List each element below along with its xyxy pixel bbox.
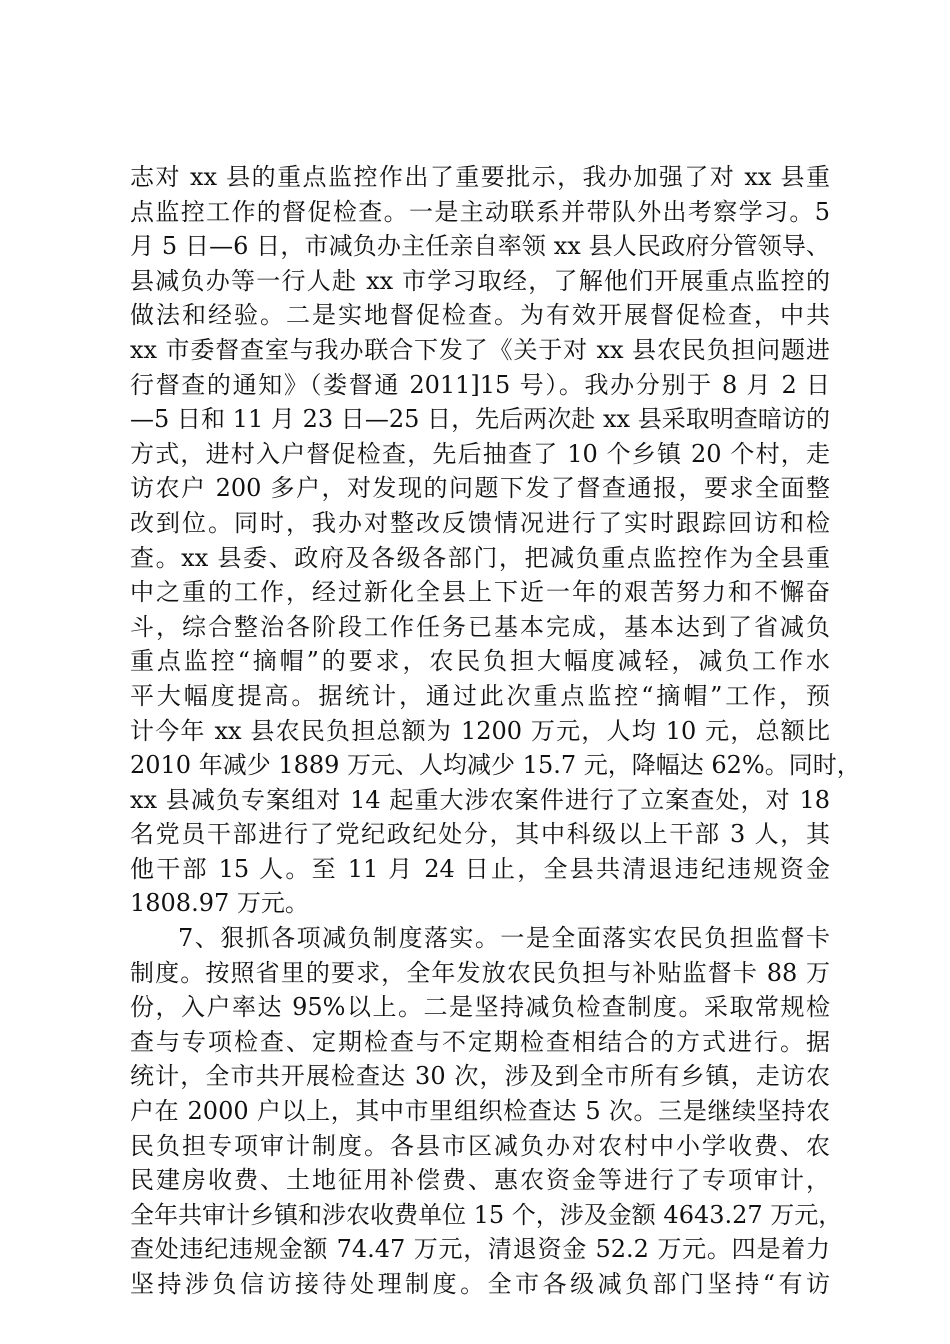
text-line: 查与专项检查、定期检查与不定期检查相结合的方式进行。据 (130, 1027, 830, 1056)
text-line: 月 5 日—6 日，市减负办主任亲自率领 xx 县人民政府分管领导、 (130, 232, 830, 261)
text-line: xx 市委督查室与我办联合下发了《关于对 xx 县农民负担问题进 (130, 335, 830, 364)
text-line: 县减负办等一行人赴 xx 市学习取经，了解他们开展重点监控的 (130, 266, 830, 295)
text-line: 名党员干部进行了党纪政纪处分，其中科级以上干部 3 人，其 (130, 820, 830, 849)
text-line: 查。xx 县委、政府及各级各部门，把减负重点监控作为全县重 (130, 543, 830, 572)
text-line: 统计，全市共开展检查达 30 次，涉及到全市所有乡镇，走访农 (130, 1062, 830, 1091)
text-line: 份，入户率达 95%以上。二是坚持减负检查制度。采取常规检 (130, 993, 830, 1022)
text-line: 方式，进村入户督促检查，先后抽查了 10 个乡镇 20 个村，走 (130, 439, 830, 468)
text-line: 查处违纪违规金额 74.47 万元，清退资金 52.2 万元。四是着力 (130, 1235, 830, 1264)
text-line: 制度。按照省里的要求，全年发放农民负担与补贴监督卡 88 万 (130, 958, 830, 987)
text-line: 1808.97 万元。 (130, 889, 309, 918)
text-line: 行督查的通知》（娄督通 2011]15 号）。我办分别于 8 月 2 日 (130, 370, 830, 399)
text-line: 计今年 xx 县农民负担总额为 1200 万元，人均 10 元，总额比 (130, 716, 830, 745)
text-line: 坚持涉负信访接待处理制度。全市各级减负部门坚持“有访 (130, 1270, 830, 1298)
text-line: 改到位。同时，我办对整改反馈情况进行了实时跟踪回访和检 (130, 508, 830, 537)
text-line: 2010 年减少 1889 万元、人均减少 15.7 元，降幅达 62%。同时， (130, 751, 861, 780)
text-line: 点监控工作的督促检查。一是主动联系并带队外出考察学习。5 (130, 197, 830, 226)
text-line: 民负担专项审计制度。各县市区减负办对农村中小学收费、农 (130, 1131, 830, 1160)
text-line: 民建房收费、土地征用补偿费、惠农资金等进行了专项审计， (130, 1166, 830, 1195)
text-line: 做法和经验。二是实地督促检查。为有效开展督促检查，中共 (130, 301, 830, 330)
document-page (130, 160, 861, 1302)
text-line: 户在 2000 户以上，其中市里组织检查达 5 次。三是继续坚持农 (130, 1097, 830, 1126)
text-line: 全年共审计乡镇和涉农收费单位 15 个，涉及金额 4643.27 万元， (130, 1200, 843, 1229)
text-line: —5 日和 11 月 23 日—25 日，先后两次赴 xx 县采取明查暗访的 (130, 405, 830, 434)
text-line: 志对 xx 县的重点监控作出了重要批示，我办加强了对 xx 县重 (130, 163, 830, 191)
text-line: 平大幅度提高。据统计，通过此次重点监控“摘帽”工作，预 (130, 681, 830, 710)
text-line: 斗，综合整治各阶段工作任务已基本完成，基本达到了省减负 (130, 612, 830, 641)
text-line: 重点监控“摘帽”的要求，农民负担大幅度减轻，减负工作水 (130, 647, 830, 676)
text-line: 访农户 200 多户，对发现的问题下发了督查通报，要求全面整 (130, 474, 830, 503)
paragraph-first-line: 7、狠抓各项减负制度落实。一是全面落实农民负担监督卡 (178, 924, 830, 953)
text-line: xx 县减负专案组对 14 起重大涉农案件进行了立案查处，对 18 (130, 785, 830, 814)
text-line: 中之重的工作，经过新化全县上下近一年的艰苦努力和不懈奋 (130, 578, 830, 607)
text-line: 他干部 15 人。至 11 月 24 日止，全县共清退违纪违规资金 (130, 854, 830, 883)
